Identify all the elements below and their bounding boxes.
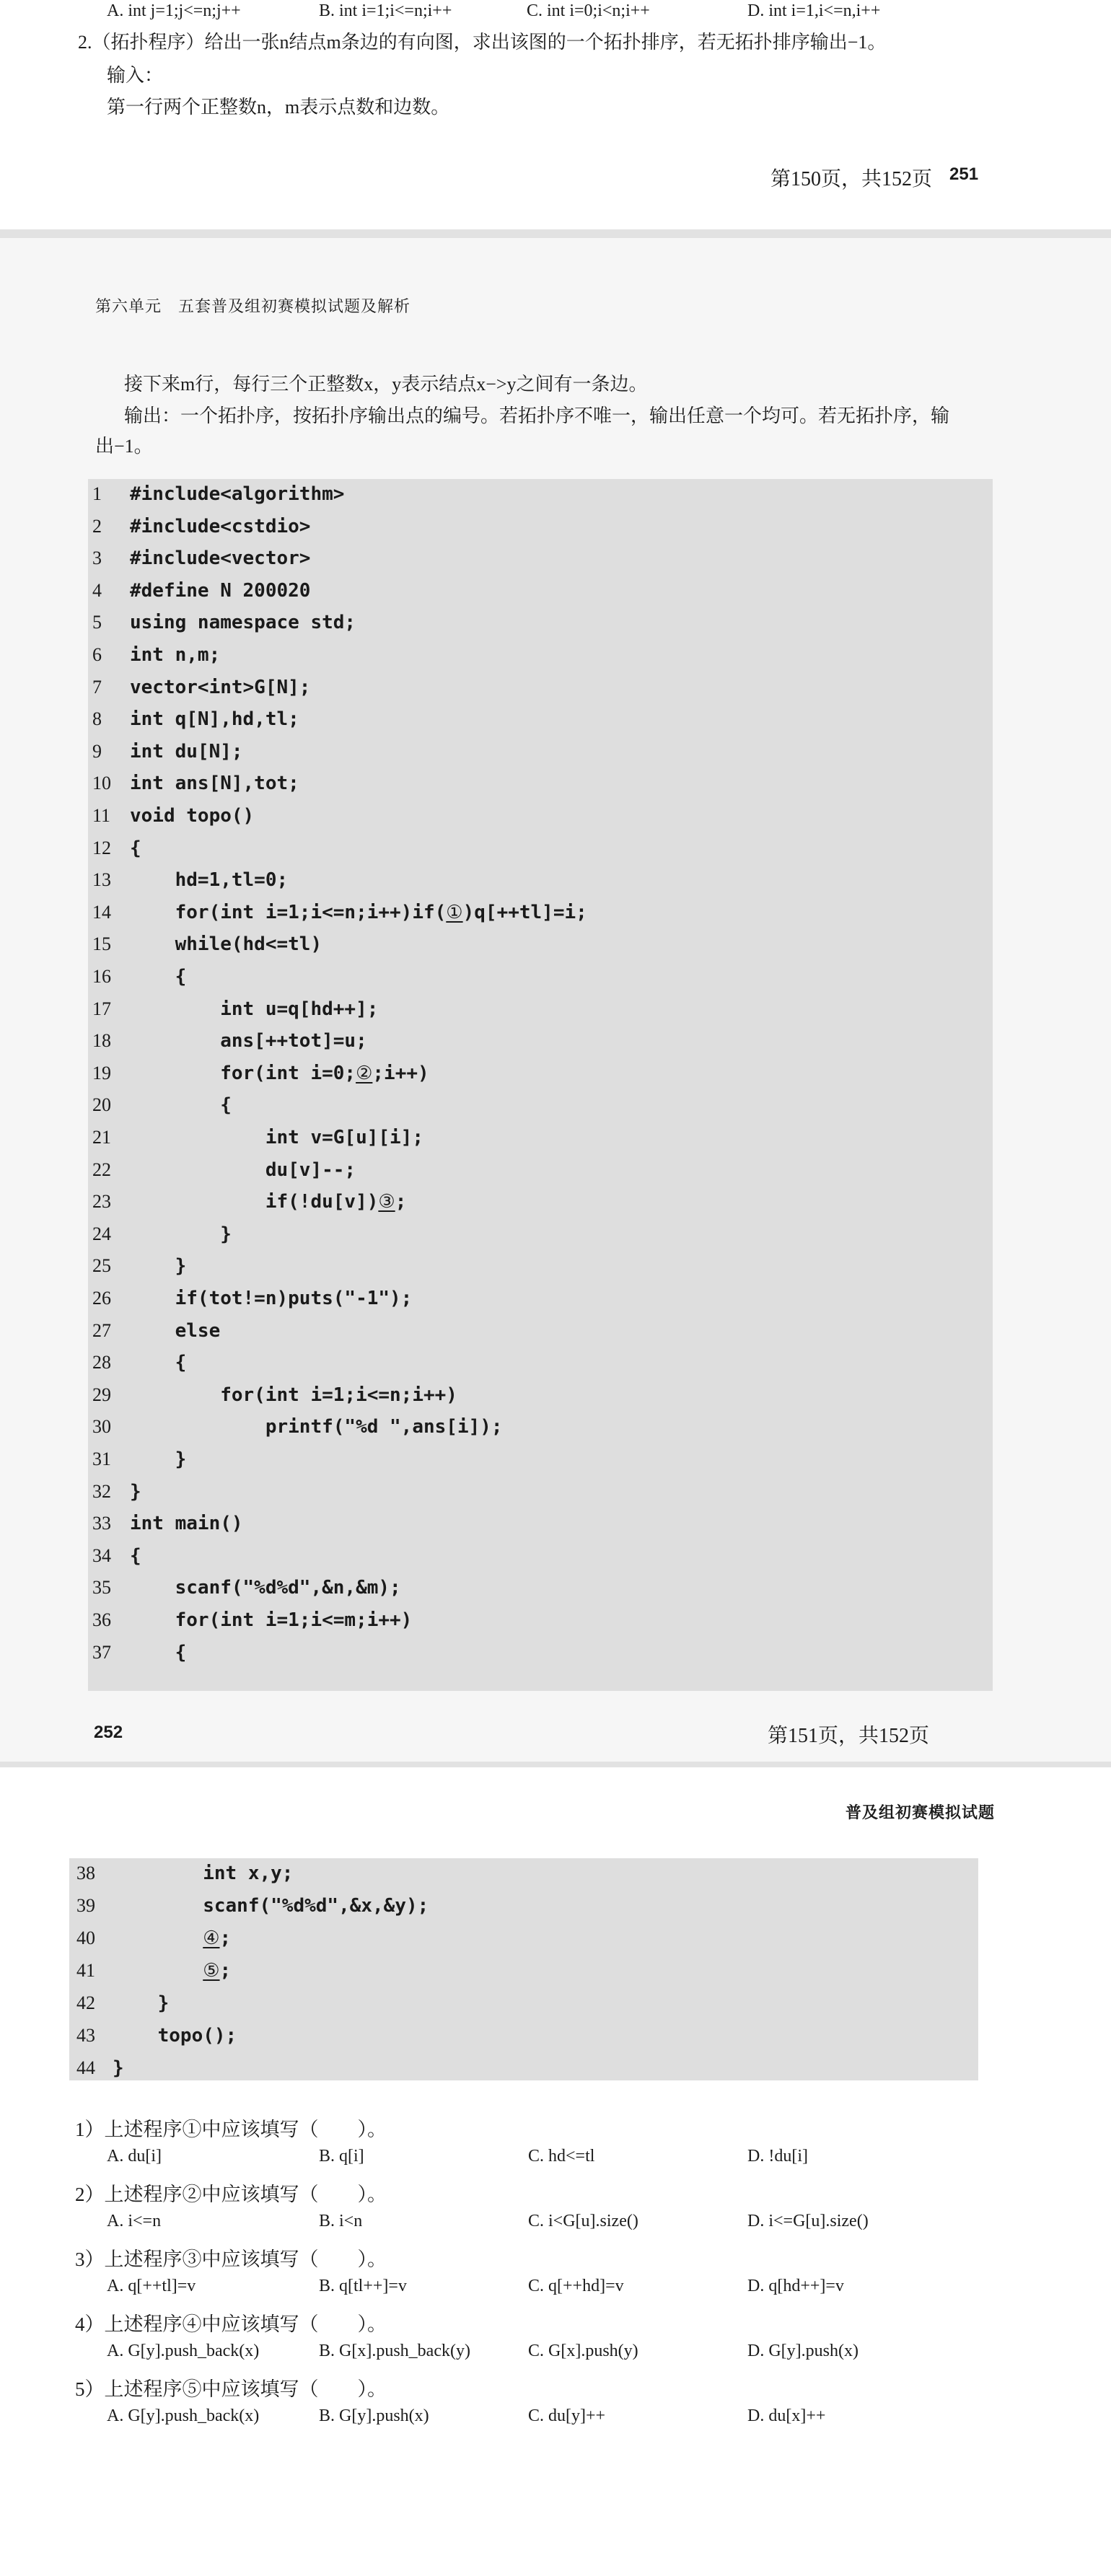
code-line xyxy=(88,1577,954,1609)
code-text xyxy=(130,741,243,762)
code-line xyxy=(88,1545,954,1577)
code-text xyxy=(130,933,322,955)
footer-page-150: 第150页，共152页 xyxy=(770,168,933,190)
code-line xyxy=(88,1609,954,1641)
code-line xyxy=(88,1481,954,1513)
code-text xyxy=(130,1127,423,1148)
code-segment: } xyxy=(130,1223,232,1245)
code-line xyxy=(88,805,954,837)
line-number: 1 xyxy=(92,483,102,504)
question-text: 1）上述程序①中应该填写（ ）。 xyxy=(75,2119,387,2140)
code-segment: for(int i=1;i<=n;i++)if( xyxy=(130,901,447,923)
code-segment: int u=q[hd++]; xyxy=(130,998,379,1020)
line-number: 7 xyxy=(92,676,102,698)
code-segment: int ans[N],tot; xyxy=(130,773,299,795)
code-text xyxy=(130,1577,401,1599)
line-number: 22 xyxy=(92,1159,111,1180)
line-number: 26 xyxy=(92,1288,111,1309)
code-line xyxy=(88,1191,954,1223)
line-number: 39 xyxy=(76,1895,95,1916)
code-line xyxy=(88,483,954,515)
line-number: 24 xyxy=(92,1223,111,1244)
code-line xyxy=(88,1094,954,1126)
code-block-part-1 xyxy=(88,479,993,1691)
code-segment: vector<int>G[N]; xyxy=(130,676,311,698)
line-number: 32 xyxy=(92,1480,111,1502)
question-text: 5）上述程序⑤中应该填写（ ）。 xyxy=(75,2378,387,2400)
code-segment: { xyxy=(130,1352,187,1374)
code-line xyxy=(88,1513,954,1544)
line-number: 18 xyxy=(92,1030,111,1052)
code-line xyxy=(88,1384,954,1416)
code-line xyxy=(69,1895,935,1927)
code-segment: for(int i=0; xyxy=(130,1062,356,1084)
question-option: C. q[++hd]=v xyxy=(528,2277,624,2295)
code-line xyxy=(88,1223,954,1255)
code-segment: #define N 200020 xyxy=(130,579,311,602)
line-number: 4 xyxy=(92,579,102,601)
question-option: A. du[i] xyxy=(107,2147,162,2166)
line-number: 21 xyxy=(92,1127,111,1148)
code-text xyxy=(130,580,310,602)
code-segment: )q[++tl]=i; xyxy=(462,901,587,923)
code-line xyxy=(88,580,954,612)
code-line xyxy=(69,2057,935,2089)
input-label: 输入： xyxy=(107,65,164,86)
line-number: 12 xyxy=(92,837,111,858)
question-option: A. i<=n xyxy=(107,2212,162,2230)
page-middle xyxy=(0,238,1111,1767)
code-text xyxy=(130,483,344,505)
line-number: 8 xyxy=(92,708,102,730)
code-segment: int v=G[u][i]; xyxy=(130,1127,423,1148)
line-number: 37 xyxy=(92,1641,111,1663)
line-number: 38 xyxy=(76,1863,95,1883)
line-number: 23 xyxy=(92,1191,111,1213)
line-number: 19 xyxy=(92,1062,111,1083)
line-number: 28 xyxy=(92,1352,111,1373)
code-text xyxy=(130,1609,412,1631)
question-option: D. q[hd++]=v xyxy=(747,2277,844,2295)
fill-in-blank: ① xyxy=(446,901,463,923)
question-option: A. q[++tl]=v xyxy=(107,2277,196,2295)
desc-line-2: 输出：一个拓扑序，按拓扑序输出点的编号。若拓扑序不唯一，输出任意一个均可。若无拓扑序，输 xyxy=(124,405,950,426)
code-segment: { xyxy=(130,1094,232,1117)
question-option: B. G[x].push_back(y) xyxy=(319,2342,470,2360)
code-text xyxy=(130,966,186,988)
code-line xyxy=(88,1255,954,1287)
code-line xyxy=(88,516,954,548)
code-segment: #include<vector> xyxy=(130,548,311,570)
question-option: C. hd<=tl xyxy=(528,2147,595,2166)
line-number: 11 xyxy=(92,805,111,826)
fill-in-blank: ② xyxy=(356,1062,373,1083)
code-line xyxy=(88,1288,954,1319)
exam-header: 普及组初赛模拟试题 xyxy=(846,1803,996,1821)
code-text xyxy=(130,805,254,827)
footer-page-number-252: 252 xyxy=(94,1723,123,1742)
code-text xyxy=(130,1320,220,1342)
line-number: 15 xyxy=(92,933,111,955)
code-text xyxy=(130,1159,356,1181)
line-number: 10 xyxy=(92,773,111,794)
question-option: B. G[y].push(x) xyxy=(319,2406,429,2425)
code-line xyxy=(88,612,954,643)
code-line xyxy=(88,708,954,740)
code-text xyxy=(130,1094,232,1116)
line-number: 44 xyxy=(76,2057,95,2078)
code-segment: int n,m; xyxy=(130,644,221,666)
code-text xyxy=(130,1255,186,1277)
line-number: 25 xyxy=(92,1255,111,1277)
line-number: 41 xyxy=(76,1960,95,1981)
prev-option-c: C. int i=0;i<n;i++ xyxy=(527,1,650,20)
question-option: C. i<G[u].size() xyxy=(528,2212,638,2230)
question-text: 3）上述程序③中应该填写（ ）。 xyxy=(75,2248,387,2270)
code-segment: } xyxy=(130,1449,187,1470)
code-segment: } xyxy=(130,1480,141,1503)
code-segment: ans[++tot]=u; xyxy=(130,1030,367,1052)
code-segment: int du[N]; xyxy=(130,740,243,762)
code-text xyxy=(130,1030,367,1052)
code-line xyxy=(88,773,954,804)
code-text xyxy=(130,1481,141,1503)
line-number: 3 xyxy=(92,548,102,569)
code-text xyxy=(130,902,587,923)
prev-question-options xyxy=(0,1,1111,30)
code-line xyxy=(69,1863,935,1894)
code-segment: ; xyxy=(395,1191,407,1213)
code-segment: scanf("%d%d",&x,&y); xyxy=(113,1895,429,1917)
code-line xyxy=(88,1030,954,1062)
code-text xyxy=(130,1063,429,1084)
code-text xyxy=(113,1992,169,2014)
line-number: 34 xyxy=(92,1544,111,1566)
line-number: 31 xyxy=(92,1449,111,1469)
code-text xyxy=(130,1642,186,1663)
code-line xyxy=(88,1159,954,1191)
code-text xyxy=(113,1895,429,1917)
code-line xyxy=(88,998,954,1030)
code-text xyxy=(130,644,220,666)
code-segment: #include<cstdio> xyxy=(130,515,311,537)
code-segment: { xyxy=(130,1544,141,1567)
code-text xyxy=(113,1927,231,1949)
problem-title: 2.（拓扑程序）给出一张n结点m条边的有向图，求出该图的一个拓扑排序，若无拓扑排序输出−1。 xyxy=(78,32,887,53)
code-line xyxy=(88,548,954,579)
line-number: 43 xyxy=(76,2025,95,2046)
line-number: 40 xyxy=(76,1927,95,1948)
code-line xyxy=(69,1927,935,1959)
code-segment: du[v]--; xyxy=(130,1159,356,1181)
code-line xyxy=(88,838,954,869)
code-segment: { xyxy=(130,837,141,859)
code-text xyxy=(113,2057,124,2079)
code-segment xyxy=(113,1960,203,1982)
question-option: D. G[y].push(x) xyxy=(747,2342,858,2360)
code-line xyxy=(69,1992,935,2024)
footer-page-number-251: 251 xyxy=(949,164,979,184)
code-segment: printf("%d ",ans[i]); xyxy=(130,1416,503,1438)
question-option: B. q[i] xyxy=(319,2147,364,2166)
question-option: C. G[x].push(y) xyxy=(528,2342,638,2360)
code-line xyxy=(88,1449,954,1480)
code-segment: hd=1,tl=0; xyxy=(130,869,289,892)
code-segment xyxy=(113,1927,203,1949)
question-option: A. G[y].push_back(x) xyxy=(107,2406,260,2425)
code-segment: else xyxy=(130,1319,221,1342)
code-text xyxy=(130,708,299,730)
code-text xyxy=(130,1449,186,1470)
line-number: 14 xyxy=(92,901,111,923)
code-text xyxy=(130,612,356,633)
desc-line-1: 接下来m行，每行三个正整数x，y表示结点x−>y之间有一条边。 xyxy=(124,374,648,395)
question-option: B. i<n xyxy=(319,2212,363,2230)
line-number: 20 xyxy=(92,1094,111,1116)
code-line xyxy=(88,1642,954,1674)
prev-option-d: D. int i=1,i<=n,i++ xyxy=(747,1,881,20)
line-number: 36 xyxy=(92,1609,111,1630)
question-option: B. q[tl++]=v xyxy=(319,2277,407,2295)
code-segment: ;i++) xyxy=(372,1062,429,1084)
question-option: D. i<=G[u].size() xyxy=(747,2212,869,2230)
line-number: 33 xyxy=(92,1513,111,1534)
question-option: D. du[x]++ xyxy=(747,2406,826,2425)
code-segment: { xyxy=(130,1641,187,1663)
code-text xyxy=(130,1416,503,1438)
code-text xyxy=(113,1960,231,1982)
input-line-1: 第一行两个正整数n，m表示点数和边数。 xyxy=(107,97,450,118)
code-segment: scanf("%d%d",&n,&m); xyxy=(130,1577,401,1599)
code-line xyxy=(88,1320,954,1352)
code-segment: #include<algorithm> xyxy=(130,483,345,505)
page-bottom xyxy=(0,1767,1111,2576)
line-number: 42 xyxy=(76,1992,95,2013)
code-segment: } xyxy=(113,2057,124,2079)
prev-option-a: A. int j=1;j<=n;j++ xyxy=(107,1,241,20)
question-option: C. du[y]++ xyxy=(528,2406,606,2425)
code-segment: if(!du[v]) xyxy=(130,1191,379,1213)
line-number: 17 xyxy=(92,998,111,1019)
code-line xyxy=(69,1960,935,1992)
fill-in-blank: ⑤ xyxy=(203,1960,220,1981)
line-number: 29 xyxy=(92,1384,111,1405)
question-option: A. G[y].push_back(x) xyxy=(107,2342,260,2360)
code-segment: } xyxy=(130,1255,187,1278)
question-text: 4）上述程序④中应该填写（ ）。 xyxy=(75,2313,387,2335)
line-number: 35 xyxy=(92,1577,111,1599)
code-text xyxy=(130,773,299,794)
code-segment: ; xyxy=(219,1960,232,1982)
code-block-part-2 xyxy=(69,1858,978,2080)
code-text xyxy=(130,1191,406,1213)
code-line xyxy=(88,902,954,933)
code-segment: using namespace std; xyxy=(130,612,356,634)
code-line xyxy=(88,933,954,965)
code-text xyxy=(130,838,141,859)
code-segment: for(int i=1;i<=n;i++) xyxy=(130,1384,457,1406)
code-line xyxy=(88,1063,954,1094)
code-text xyxy=(130,548,310,569)
code-text xyxy=(130,1513,243,1534)
code-text xyxy=(130,1288,412,1309)
desc-line-3: 出−1。 xyxy=(95,436,153,457)
code-text xyxy=(130,1223,232,1245)
code-segment: } xyxy=(113,1992,170,2014)
code-line xyxy=(88,1352,954,1384)
code-line xyxy=(88,1416,954,1448)
code-segment: { xyxy=(130,966,187,988)
code-segment: if(tot!=n)puts("-1"); xyxy=(130,1288,413,1309)
code-segment: topo(); xyxy=(113,2025,237,2047)
line-number: 30 xyxy=(92,1416,111,1438)
line-number: 13 xyxy=(92,869,111,891)
fill-in-blank: ④ xyxy=(203,1927,220,1948)
code-segment: while(hd<=tl) xyxy=(130,933,322,956)
code-text xyxy=(130,1545,141,1567)
code-segment: void topo() xyxy=(130,805,255,827)
code-text xyxy=(130,998,378,1020)
fill-in-blank: ③ xyxy=(378,1191,395,1213)
code-text xyxy=(130,516,310,537)
code-line xyxy=(88,869,954,901)
line-number: 2 xyxy=(92,515,102,537)
code-line xyxy=(69,2025,935,2057)
code-text xyxy=(130,869,288,891)
page-separator xyxy=(0,229,1111,238)
unit-header: 第六单元 五套普及组初赛模拟试题及解析 xyxy=(95,297,411,315)
code-segment: ; xyxy=(219,1927,232,1949)
code-segment: for(int i=1;i<=m;i++) xyxy=(130,1609,413,1631)
code-text xyxy=(130,677,310,698)
code-text xyxy=(130,1384,457,1406)
code-text xyxy=(130,1352,186,1373)
question-option: D. !du[i] xyxy=(747,2147,808,2166)
line-number: 9 xyxy=(92,740,102,762)
code-segment: int main() xyxy=(130,1513,243,1535)
code-line xyxy=(88,1127,954,1159)
question-text: 2）上述程序②中应该填写（ ）。 xyxy=(75,2184,387,2205)
line-number: 27 xyxy=(92,1319,111,1341)
line-number: 6 xyxy=(92,644,102,665)
code-segment: int x,y; xyxy=(113,1863,294,1884)
code-line xyxy=(88,741,954,773)
footer-page-151: 第151页，共152页 xyxy=(768,1725,930,1747)
code-line xyxy=(88,644,954,676)
code-line xyxy=(88,966,954,998)
line-number: 16 xyxy=(92,966,111,987)
code-line xyxy=(88,677,954,708)
code-text xyxy=(113,2025,237,2047)
code-segment: int q[N],hd,tl; xyxy=(130,708,299,731)
code-text xyxy=(113,1863,293,1884)
prev-option-b: B. int i=1;i<=n;i++ xyxy=(319,1,452,20)
line-number: 5 xyxy=(92,612,102,633)
